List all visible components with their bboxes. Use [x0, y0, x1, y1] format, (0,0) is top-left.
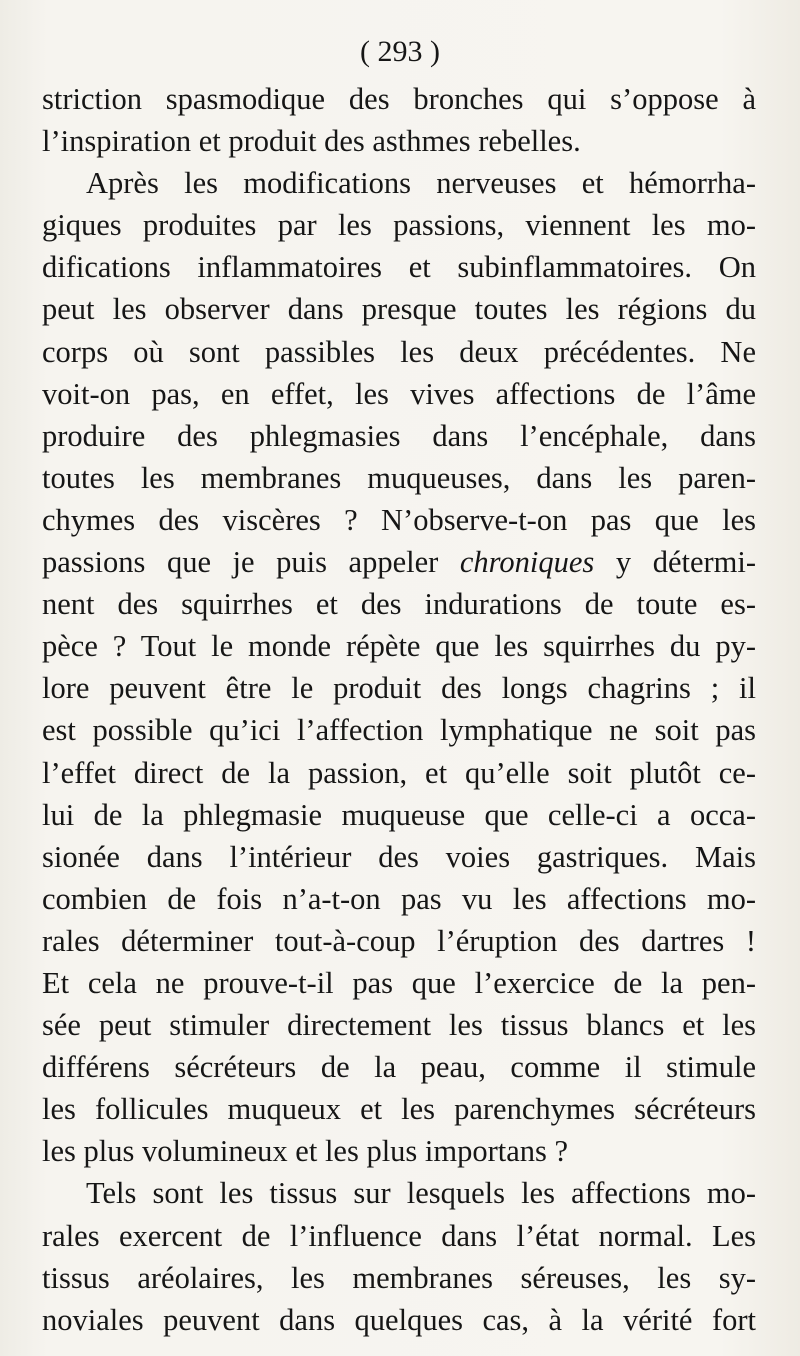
text-segment: passions que je puis appeler [42, 545, 439, 580]
text-line: difications inflammatoires et subinflammatoires. On [42, 250, 756, 285]
text-line: giques produites par les passions, viennent les mo- [42, 208, 756, 243]
italic-word: chroniques [459, 545, 595, 580]
text-line-mixed [42, 541, 756, 583]
text-line: l’effet direct de la passion, et qu’elle soit plutôt ce- [42, 755, 756, 790]
text-line: voit-on pas, en effet, les vives affections de l’âme [42, 376, 756, 411]
text-line: lui de la phlegmasie muqueuse que celle-ci a occa- [42, 797, 756, 832]
text-line: différens sécréteurs de la peau, comme il stimule [42, 1050, 756, 1085]
text-line: rales déterminer tout-à-coup l’éruption des dartres ! [42, 923, 756, 958]
text-line: lore peuvent être le produit des longs chagrins ; il [42, 671, 756, 706]
text-line: l’inspiration et produit des asthmes rebelles. [42, 124, 581, 159]
text-line: Tels sont les tissus sur lesquels les affections mo- [86, 1176, 756, 1211]
text-line: les follicules muqueux et les parenchymes sécréteurs [42, 1092, 756, 1127]
text-line: est possible qu’ici l’affection lymphatique ne soit pas [42, 713, 756, 748]
text-line: sée peut stimuler directement les tissus blancs et les [42, 1008, 756, 1043]
text-line: noviales peuvent dans quelques cas, à la vérité fort [42, 1302, 756, 1337]
body-text [42, 78, 756, 1341]
text-line: toutes les membranes muqueuses, dans les paren- [42, 460, 756, 495]
text-segment: y détermi- [615, 545, 756, 580]
text-line: pèce ? Tout le monde répète que les squirrhes du py- [42, 629, 756, 664]
text-line: tissus aréolaires, les membranes séreuses, les sy- [42, 1260, 756, 1295]
text-line: produire des phlegmasies dans l’encéphale, dans [42, 418, 756, 453]
text-line: combien de fois n’a-t-on pas vu les affections mo- [42, 881, 756, 916]
text-line: Et cela ne prouve-t-il pas que l’exercice de la pen- [42, 965, 756, 1000]
text-line: Après les modifications nerveuses et hémorrha- [86, 166, 756, 201]
text-line: rales exercent de l’influence dans l’état normal. Les [42, 1218, 756, 1253]
text-line: peut les observer dans presque toutes les régions du [42, 292, 756, 327]
text-line: corps où sont passibles les deux précédentes. Ne [42, 334, 756, 369]
page-number: ( 293 ) [360, 35, 440, 68]
text-line: chymes des viscères ? N’observe-t-on pas que les [42, 502, 756, 537]
text-line: les plus volumineux et les plus importans ? [42, 1134, 569, 1169]
text-line: nent des squirrhes et des indurations de toute es- [42, 587, 756, 622]
text-line: sionée dans l’intérieur des voies gastriques. Mais [42, 839, 756, 874]
text-line: striction spasmodique des bronches qui s’oppose à [42, 82, 756, 116]
